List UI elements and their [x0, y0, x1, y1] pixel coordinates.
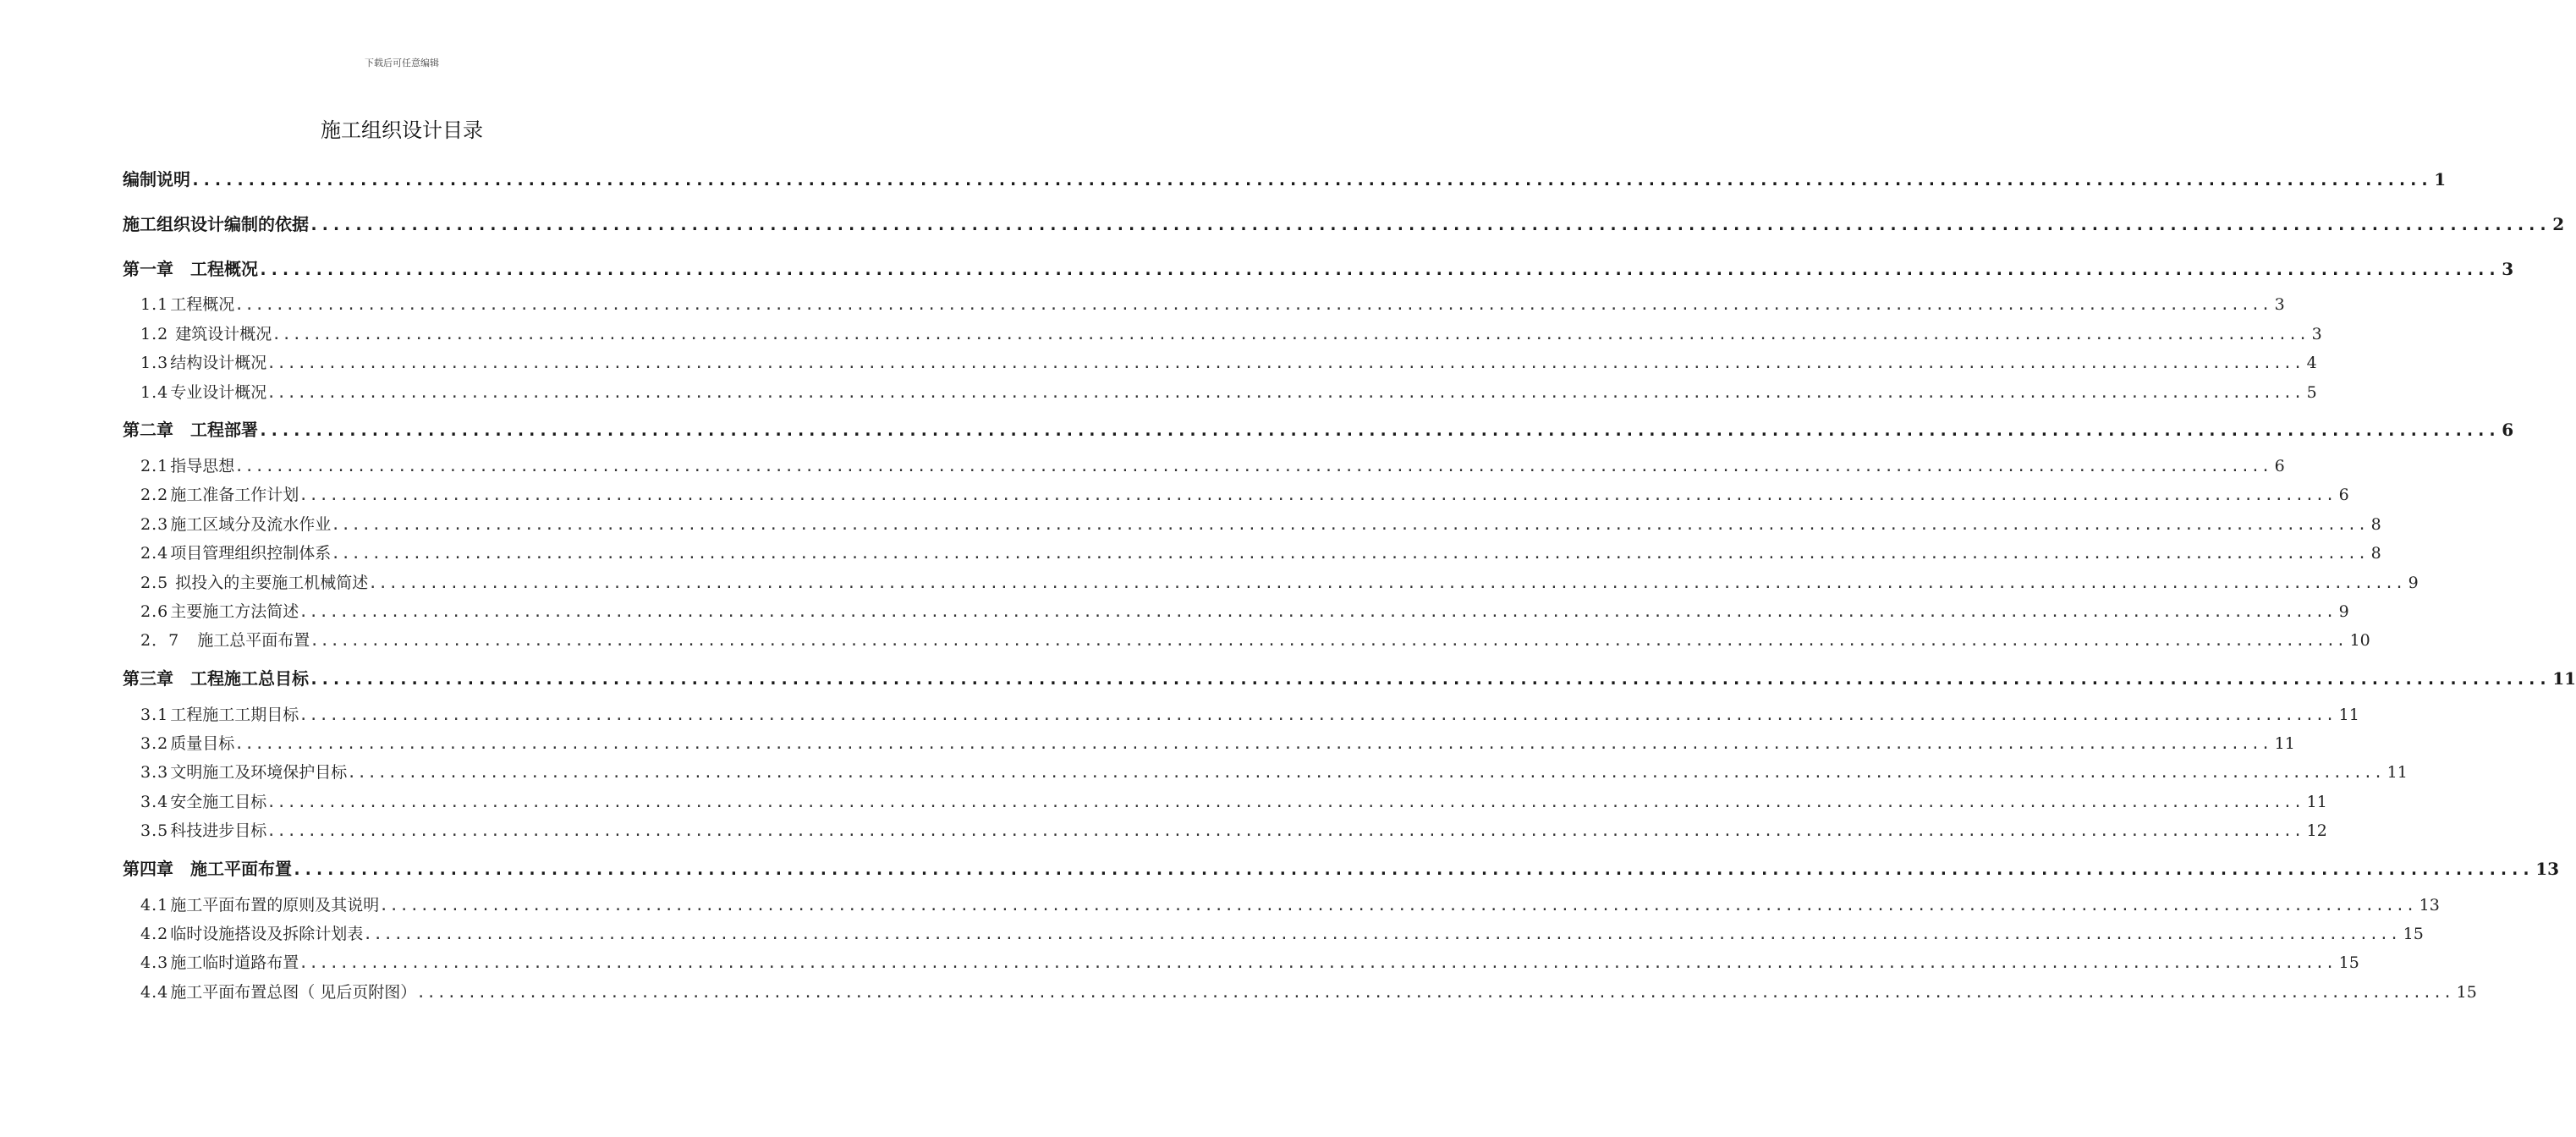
- toc-entry-label: [140, 818, 266, 841]
- toc-page-number: 2: [2552, 214, 2565, 234]
- toc-entry-label: [140, 321, 272, 344]
- toc-entry-text: 编制说明: [123, 169, 190, 190]
- toc-page-number: 15: [2456, 983, 2477, 1002]
- toc-section-entry[interactable]: [140, 321, 2322, 344]
- toc-section-entry[interactable]: [140, 818, 2327, 841]
- toc-entry-text: 施工平面布置的原则及其说明: [170, 896, 380, 915]
- toc-entry-label: [123, 416, 258, 441]
- toc-page-number: 11: [2338, 706, 2359, 724]
- toc-leader-dots: ........................................................................................................................................................................................................: [292, 859, 2533, 879]
- toc-leader-dots: ........................................................................................................................................................................................................: [363, 926, 2400, 943]
- toc-page-number: 11: [2387, 763, 2408, 782]
- toc-entry-label: [140, 453, 234, 476]
- toc-leader-dots: ........................................................................................................................................................................................................: [379, 897, 2416, 915]
- toc-entry-text: 专业设计概况: [170, 383, 267, 402]
- toc-chapter-entry[interactable]: [123, 211, 2565, 235]
- toc-page-number: 13: [2535, 859, 2560, 879]
- toc-entry-text: 拟投入的主要施工机械简述: [170, 574, 369, 592]
- toc-leader-dots: ........................................................................................................................................................................................................: [309, 214, 2550, 234]
- toc-page-number: 11: [2306, 793, 2327, 811]
- toc-leader-dots: ........................................................................................................................................................................................................: [234, 735, 2271, 753]
- toc-leader-dots: ........................................................................................................................................................................................................: [266, 354, 2304, 372]
- toc-section-entry[interactable]: [140, 453, 2285, 476]
- toc-section-entry[interactable]: [140, 570, 2419, 593]
- toc-leader-dots: ........................................................................................................................................................................................................: [234, 458, 2271, 475]
- toc-leader-dots: ........................................................................................................................................................................................................: [299, 603, 2336, 621]
- toc-leader-dots: ........................................................................................................................................................................................................: [309, 668, 2550, 689]
- toc-entry-number: 1.2: [140, 325, 169, 343]
- toc-section-entry[interactable]: [140, 541, 2381, 563]
- toc-leader-dots: ........................................................................................................................................................................................................: [368, 574, 2405, 592]
- toc-entry-number: 3.2: [140, 734, 169, 753]
- document-title: 施工组织设计目录: [321, 118, 483, 142]
- toc-section-entry[interactable]: [140, 893, 2440, 915]
- toc-entry-number: 3.5: [140, 821, 169, 840]
- toc-chapter-entry[interactable]: [123, 166, 2447, 190]
- toc-entry-label: [140, 789, 266, 812]
- toc-section-entry[interactable]: [140, 599, 2349, 622]
- toc-page-number: 11: [2274, 734, 2295, 753]
- toc-page-number: 12: [2306, 821, 2327, 840]
- toc-page-number: 9: [2338, 602, 2349, 621]
- toc-leader-dots: ........................................................................................................................................................................................................: [347, 764, 2384, 782]
- toc-page-number: 9: [2408, 574, 2419, 592]
- toc-page-number: 5: [2306, 383, 2317, 402]
- toc-entry-label: [140, 599, 299, 622]
- toc-entry-text: 施工临时道路布置: [170, 953, 299, 972]
- toc-page-number: 15: [2403, 925, 2424, 943]
- toc-entry-number: 3.3: [140, 763, 169, 782]
- toc-entry-text: 施工组织设计编制的依据: [123, 214, 309, 234]
- toc-entry-label: [123, 211, 309, 235]
- toc-entry-text: 临时设施搭设及拆除计划表: [170, 925, 364, 943]
- toc-entry-label: [140, 380, 266, 403]
- toc-entry-label: [140, 512, 331, 535]
- toc-entry-text: 第二章 工程部署: [123, 420, 258, 440]
- toc-chapter-entry[interactable]: [123, 855, 2560, 880]
- toc-entry-label: [140, 921, 363, 944]
- toc-entry-label: [140, 628, 310, 651]
- toc-leader-dots: ........................................................................................................................................................................................................: [266, 384, 2304, 402]
- toc-entry-text: 第四章 施工平面布置: [123, 859, 292, 879]
- toc-page-number: 6: [2274, 457, 2285, 475]
- toc-leader-dots: ........................................................................................................................................................................................................: [266, 822, 2304, 840]
- toc-entry-number: 2.3: [140, 515, 169, 534]
- toc-page-number: 1: [2434, 169, 2447, 190]
- toc-entry-label: [123, 166, 190, 190]
- toc-page-number: 11: [2552, 668, 2576, 689]
- toc-section-entry[interactable]: [140, 980, 2477, 1002]
- toc-leader-dots: ........................................................................................................................................................................................................: [266, 794, 2304, 811]
- toc-chapter-entry[interactable]: [123, 416, 2514, 441]
- toc-section-entry[interactable]: [140, 482, 2349, 505]
- toc-leader-dots: ........................................................................................................................................................................................................: [310, 632, 2347, 650]
- toc-entry-label: [140, 541, 331, 563]
- toc-entry-label: [123, 665, 309, 689]
- toc-page-number: 8: [2370, 515, 2381, 534]
- toc-leader-dots: ........................................................................................................................................................................................................: [190, 169, 2431, 190]
- toc-entry-text: 第三章 工程施工总目标: [123, 668, 309, 689]
- toc-leader-dots: ........................................................................................................................................................................................................: [416, 984, 2453, 1002]
- toc-entry-number: 2．7: [140, 631, 180, 650]
- toc-leader-dots: ........................................................................................................................................................................................................: [258, 259, 2499, 279]
- toc-entry-text: 安全施工目标: [170, 793, 267, 811]
- toc-page-number: 6: [2502, 420, 2514, 440]
- toc-page-number: 8: [2370, 544, 2381, 563]
- toc-entry-label: [140, 980, 416, 1002]
- toc-entry-number: 4.4: [140, 983, 169, 1002]
- toc-entry-text: 指导思想: [170, 457, 235, 475]
- toc-section-entry[interactable]: [140, 921, 2424, 944]
- toc-entry-text: 结构设计概况: [170, 354, 267, 372]
- toc-section-entry[interactable]: [140, 380, 2317, 403]
- toc-section-entry[interactable]: [140, 789, 2327, 812]
- toc-entry-label: [140, 702, 299, 725]
- toc-chapter-entry[interactable]: [123, 665, 2576, 689]
- toc-section-entry[interactable]: [140, 760, 2408, 783]
- toc-entry-number: 4.1: [140, 896, 169, 915]
- toc-page-number: 3: [2502, 259, 2514, 279]
- toc-section-entry[interactable]: [140, 628, 2370, 651]
- toc-leader-dots: ........................................................................................................................................................................................................: [258, 420, 2499, 440]
- toc-entry-label: [140, 292, 234, 315]
- toc-page-number: 13: [2419, 896, 2440, 915]
- toc-entry-label: [140, 893, 379, 915]
- toc-entry-number: 2.1: [140, 457, 169, 475]
- toc-entry-text: 施工区域分及流水作业: [170, 515, 332, 534]
- toc-leader-dots: ........................................................................................................................................................................................................: [299, 486, 2336, 504]
- toc-entry-label: [123, 255, 258, 280]
- toc-section-entry[interactable]: [140, 512, 2381, 535]
- toc-entry-text: 施工准备工作计划: [170, 486, 299, 504]
- toc-leader-dots: ........................................................................................................................................................................................................: [234, 296, 2271, 314]
- toc-entry-number: 4.2: [140, 925, 169, 943]
- toc-entry-number: 1.3: [140, 354, 169, 372]
- toc-leader-dots: ........................................................................................................................................................................................................: [331, 516, 2368, 534]
- toc-entry-label: [140, 950, 299, 973]
- toc-page-number: 15: [2338, 953, 2359, 972]
- toc-entry-text: 工程概况: [170, 295, 235, 314]
- toc-leader-dots: ........................................................................................................................................................................................................: [299, 954, 2336, 972]
- toc-leader-dots: ........................................................................................................................................................................................................: [299, 706, 2336, 724]
- toc-page-number: 10: [2349, 631, 2370, 650]
- toc-page-number: 3: [2274, 295, 2285, 314]
- toc-entry-number: 2.5: [140, 574, 169, 592]
- toc-entry-label: [123, 855, 292, 880]
- toc-entry-number: 1.1: [140, 295, 169, 314]
- toc-entry-label: [140, 731, 234, 754]
- toc-entry-text: 工程施工工期目标: [170, 706, 299, 724]
- toc-entry-label: [140, 570, 368, 593]
- toc-section-entry[interactable]: [140, 702, 2359, 725]
- toc-page-number: 6: [2338, 486, 2349, 504]
- toc-entry-number: 3.4: [140, 793, 169, 811]
- toc-entry-text: 项目管理组织控制体系: [170, 544, 332, 563]
- toc-entry-text: 质量目标: [170, 734, 235, 753]
- toc-page-number: 3: [2311, 325, 2322, 343]
- toc-chapter-entry[interactable]: [123, 255, 2514, 280]
- toc-entry-text: 建筑设计概况: [170, 325, 272, 343]
- toc-entry-number: 2.4: [140, 544, 169, 563]
- toc-entry-label: [140, 482, 299, 505]
- toc-entry-text: 主要施工方法简述: [170, 602, 299, 621]
- toc-entry-text: 施工平面布置总图（ 见后页附图）: [170, 983, 417, 1002]
- toc-entry-text: 文明施工及环境保护目标: [170, 763, 348, 782]
- toc-entry-label: [140, 760, 347, 783]
- toc-page-number: 4: [2306, 354, 2317, 372]
- toc-entry-number: 1.4: [140, 383, 169, 402]
- toc-entry-number: 2.6: [140, 602, 169, 621]
- toc-entry-text: 施工总平面布置: [181, 631, 310, 650]
- page-header-note: 下载后可任意编辑: [365, 58, 439, 69]
- toc-entry-number: 4.3: [140, 953, 169, 972]
- toc-section-entry[interactable]: [140, 292, 2285, 315]
- toc-leader-dots: ........................................................................................................................................................................................................: [331, 545, 2368, 563]
- toc-leader-dots: ........................................................................................................................................................................................................: [272, 326, 2309, 343]
- toc-section-entry[interactable]: [140, 350, 2317, 373]
- toc-entry-number: 3.1: [140, 706, 169, 724]
- toc-section-entry[interactable]: [140, 950, 2359, 973]
- toc-entry-text: 第一章 工程概况: [123, 259, 258, 279]
- toc-entry-label: [140, 350, 266, 373]
- toc-entry-text: 科技进步目标: [170, 821, 267, 840]
- toc-section-entry[interactable]: [140, 731, 2295, 754]
- toc-entry-number: 2.2: [140, 486, 169, 504]
